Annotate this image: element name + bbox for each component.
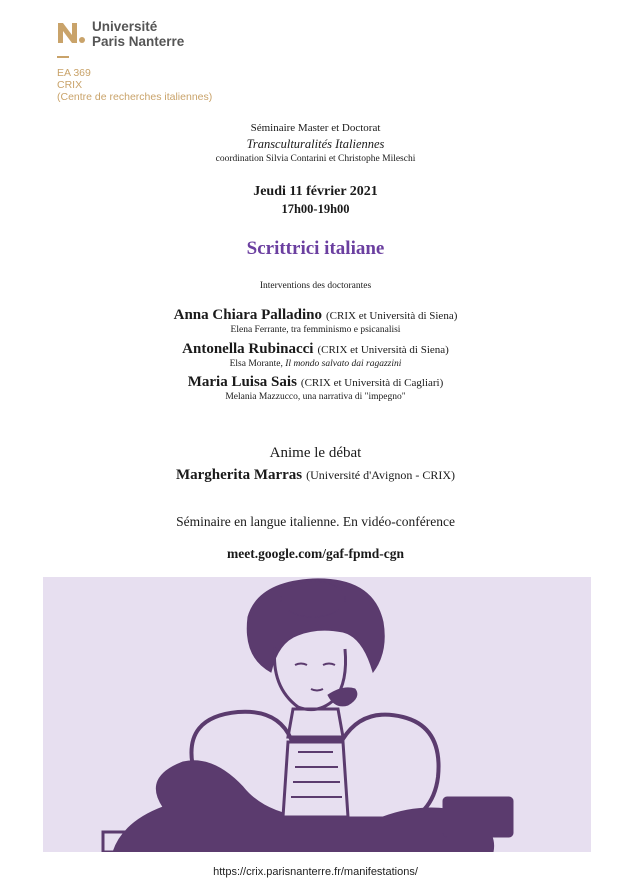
meeting-link[interactable]: meet.google.com/gaf-fpmd-cgn [227,546,404,561]
moderator-affiliation: (Université d'Avignon - CRIX) [306,468,456,482]
language-note: Séminaire en langue italienne. En vidéo-conférence [176,514,455,529]
nanterre-logo-icon [57,21,85,45]
moderator-label: Anime le débat [269,445,362,461]
university-name-line2: Paris Nanterre [92,34,185,49]
speaker-3 [0,373,631,391]
event-date: Jeudi 11 février 2021 [253,184,378,199]
seminar-series: Transculturalités Italiennes [246,137,385,151]
speaker-affiliation: (CRIX et Università di Siena) [326,310,458,322]
interventions-label: Interventions des doctorantes [259,281,372,291]
event-time: 17h00-19h00 [281,202,350,216]
speaker-2 [0,340,631,358]
footer-url[interactable]: https://crix.parisnanterre.fr/manifestations/ [213,866,418,878]
moderator [0,466,631,484]
lab-acronym: CRIX [57,79,83,91]
speaker-name: Anna Chiara Palladino [173,307,322,323]
speaker-1 [0,306,631,324]
event-title: Scrittrici italiane [246,238,385,259]
speaker-affiliation: (CRIX et Università di Siena) [317,344,449,356]
speaker-affiliation: (CRIX et Università di Cagliari) [300,377,444,389]
seminar-coordination: coordination Silvia Contarini et Christophe Mileschi [215,154,416,164]
speaker-3-talk: Melania Mazzucco, una narrativa di "impegno" [225,392,406,402]
woman-writing-illustration [43,577,591,852]
speaker-1-talk: Elena Ferrante, tra femminismo e psicanalisi [230,325,401,335]
talk-author: Elsa Morante, [229,359,286,369]
university-name-line1: Université [92,19,158,34]
logo-divider [57,56,69,58]
moderator-name: Margherita Marras [175,467,303,483]
speaker-2-talk [0,359,631,369]
speaker-name: Maria Luisa Sais [187,374,297,390]
lab-code: EA 369 [57,67,91,79]
seminar-type: Séminaire Master et Doctorat [250,122,381,134]
speaker-name: Antonella Rubinacci [182,341,314,357]
lab-full-name: (Centre de recherches italiennes) [57,91,213,103]
talk-work-title: Il mondo salvato dai ragazzini [285,359,402,369]
